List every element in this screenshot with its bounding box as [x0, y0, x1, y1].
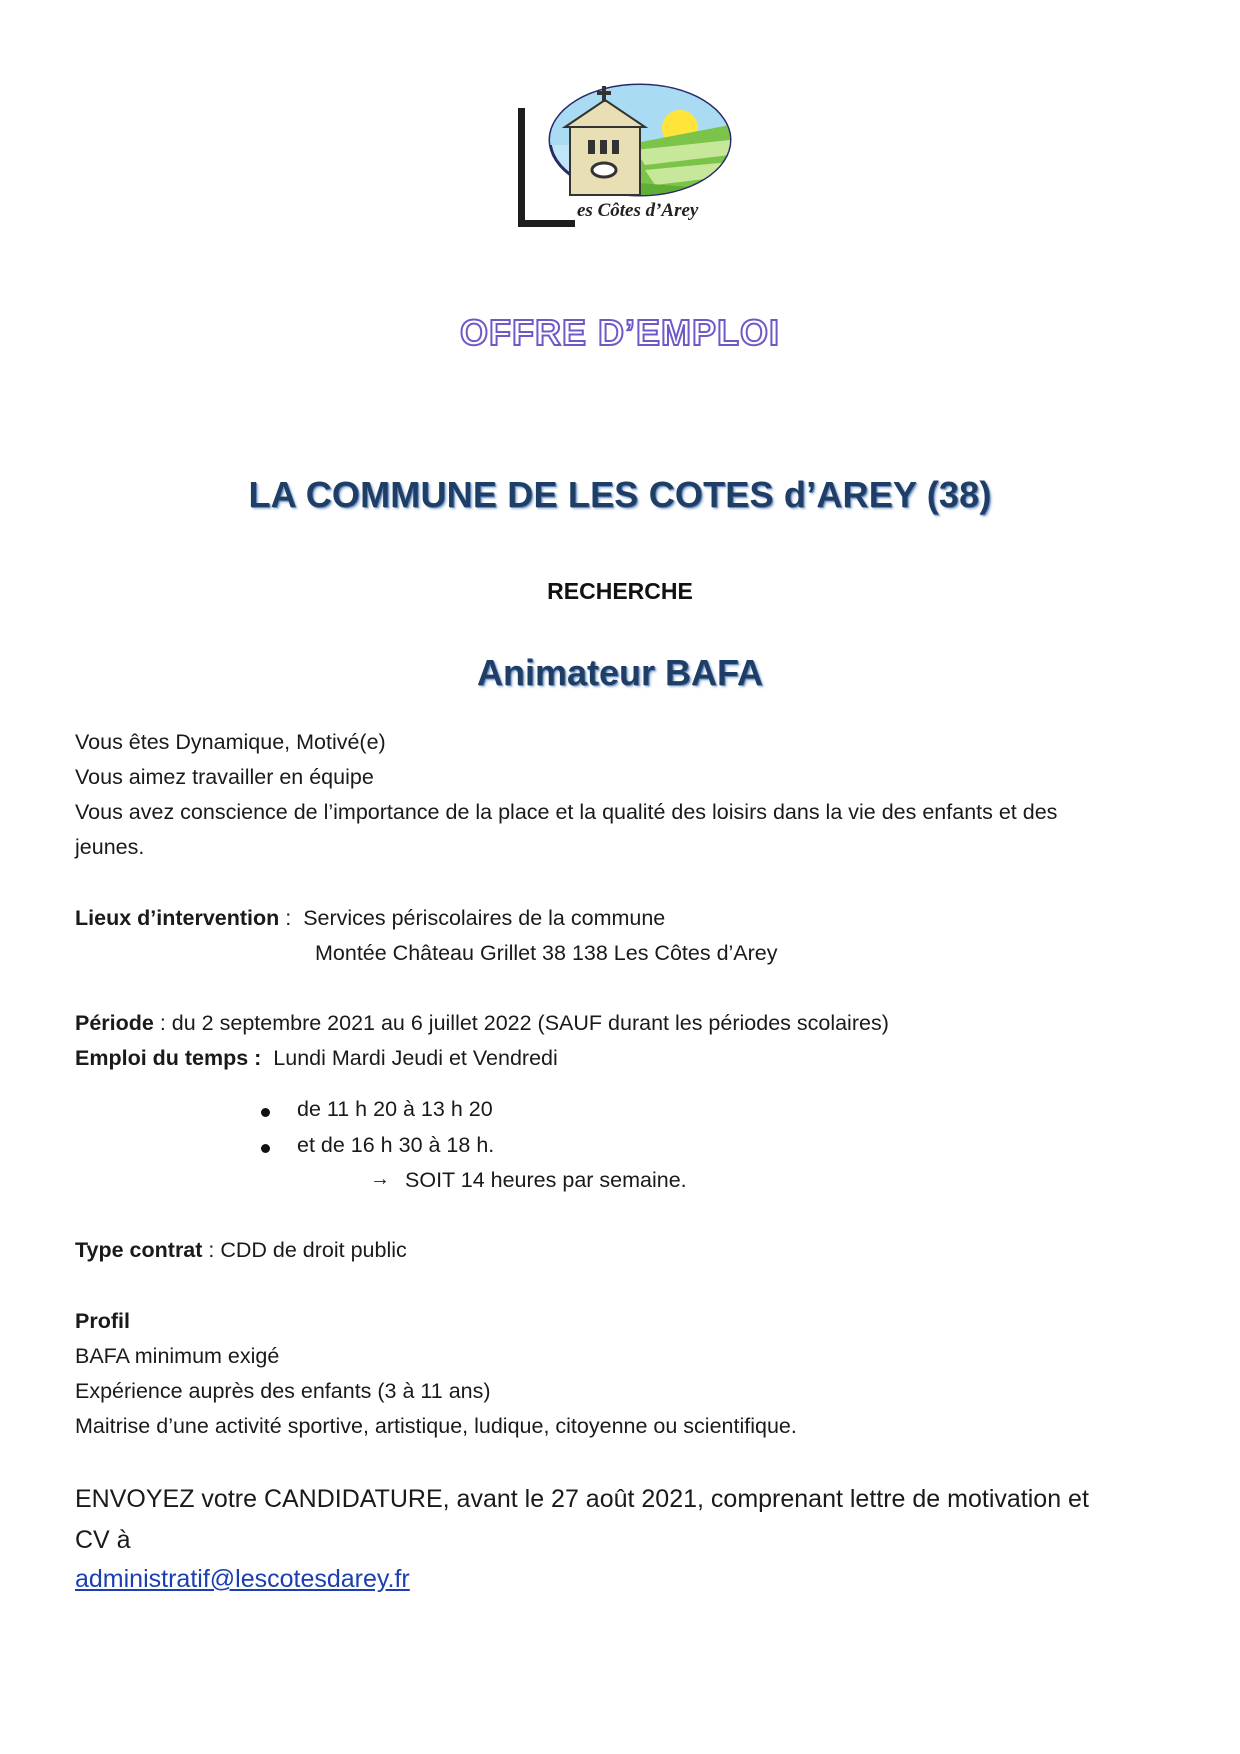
schedule-slot-1: de 11 h 20 à 13 h 20 — [297, 1097, 493, 1121]
intro-line-3: Vous avez conscience de l’importance de la place et la qualité des loisirs dans la vie des enfants et des — [75, 800, 1058, 824]
recherche-label: RECHERCHE — [547, 578, 693, 604]
candidature-line-1: ENVOYEZ votre CANDIDATURE, avant le 27 août 2021, comprenant lettre de motivation et — [75, 1485, 1089, 1513]
commune-logo — [515, 70, 735, 230]
contrat-row — [75, 1238, 407, 1263]
emploi-row — [75, 1046, 558, 1071]
lieux-row — [75, 906, 665, 931]
job-title: Animateur BAFA — [476, 652, 764, 693]
schedule-slot-2: et de 16 h 30 à 18 h. — [297, 1133, 495, 1157]
offer-title: OFFRE D’EMPLOI — [460, 312, 780, 353]
lieux-sep: : — [279, 906, 304, 930]
weekly-total: SOIT 14 heures par semaine. — [405, 1168, 687, 1192]
lieux-value-1: Services périscolaires de la commune — [303, 906, 666, 930]
bullet-icon — [261, 1108, 270, 1117]
contrat-value: : CDD de droit public — [202, 1238, 407, 1262]
intro-line-2: Vous aimez travailler en équipe — [75, 765, 374, 789]
intro-line-1: Vous êtes Dynamique, Motivé(e) — [75, 730, 386, 754]
intro-line-4: jeunes. — [75, 835, 145, 859]
periode-value: : du 2 septembre 2021 au 6 juillet 2022 (SAUF durant les périodes scolaires) — [153, 1011, 889, 1035]
lieux-value-2: Montée Château Grillet 38 138 Les Côtes d’Arey — [315, 941, 778, 965]
contrat-label: Type contrat — [75, 1238, 203, 1262]
emploi-label: Emploi du temps : — [75, 1046, 262, 1070]
emploi-value: Lundi Mardi Jeudi et Vendredi — [261, 1046, 558, 1070]
commune-heading: LA COMMUNE DE LES COTES d’AREY (38) — [248, 474, 992, 515]
profil-item-2: Expérience auprès des enfants (3 à 11 ans) — [75, 1379, 491, 1403]
profil-title: Profil — [75, 1309, 130, 1333]
periode-row — [75, 1011, 889, 1036]
periode-label: Période — [75, 1011, 154, 1035]
profil-item-3: Maitrise d’une activité sportive, artistique, ludique, citoyenne ou scientifique. — [75, 1414, 797, 1438]
profil-item-1: BAFA minimum exigé — [75, 1344, 280, 1368]
bullet-icon — [261, 1144, 270, 1153]
email-link[interactable]: administratif@lescotesdarey.fr — [75, 1565, 410, 1593]
logo-text: es Côtes d’Arey — [577, 200, 699, 221]
arrow-right-icon: → — [370, 1168, 390, 1190]
lieux-label: Lieux d’intervention — [75, 906, 280, 930]
candidature-line-2: CV à — [75, 1526, 131, 1554]
